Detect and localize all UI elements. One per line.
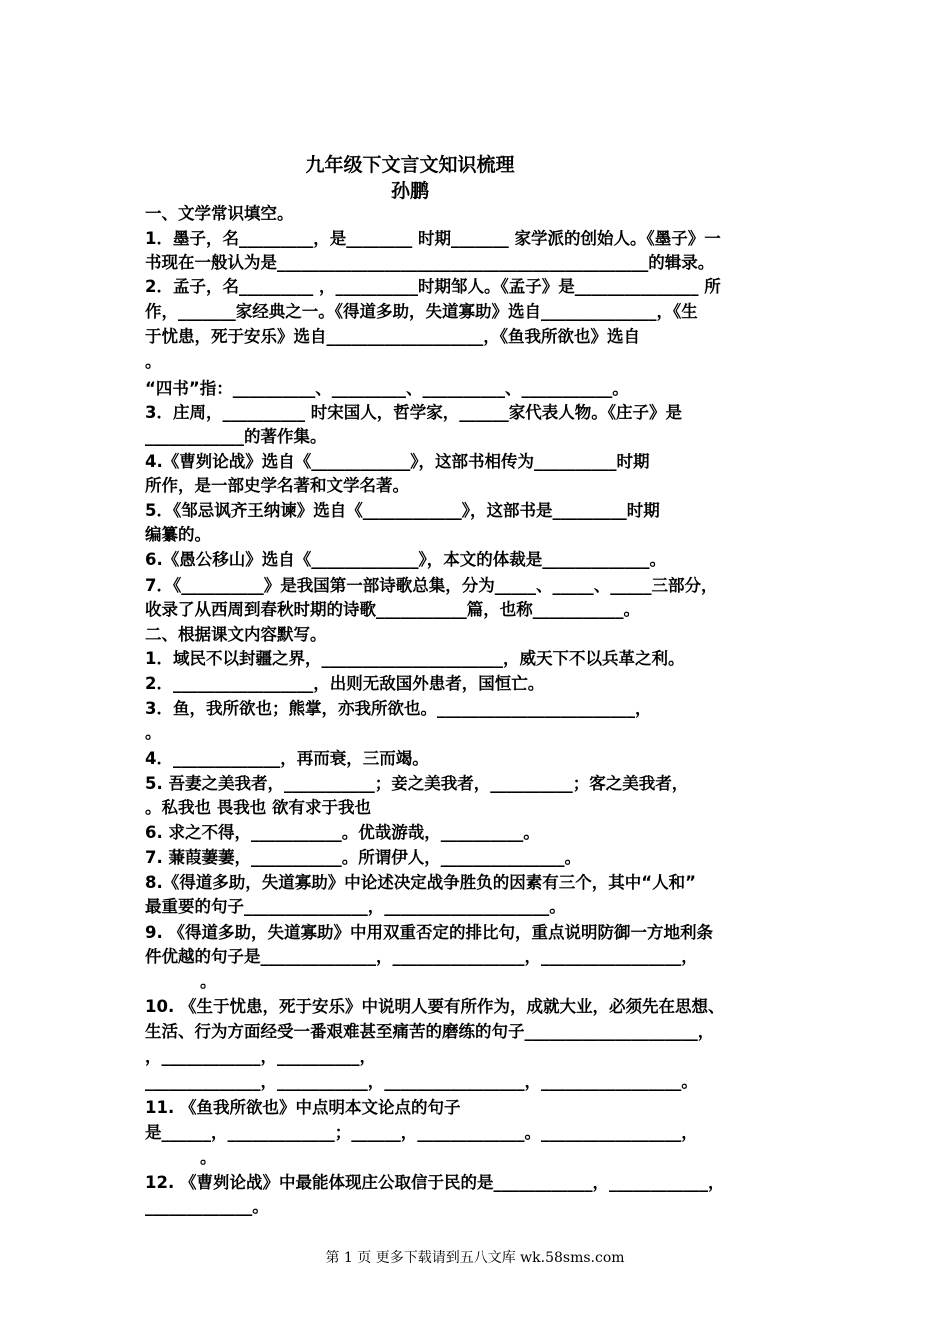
question-line: 是______，_____________；______，_____________。_________________， [145,1123,698,1142]
question-line: ______________，___________，_________________，_________________。 [145,1072,698,1091]
question-line: 10. 《生于忧患，死于安乐》中说明人要有所作为，成就大业，必须先在思想、 [145,997,725,1016]
question-line: “四书”指：__________、_________、__________、___________。 [145,379,629,398]
question-line: 作，_______家经典之一。《得道多助，失道寡助》选自______________，《生 [145,302,698,321]
question-line: 收录了从西周到春秋时期的诗歌___________篇，也称___________。 [145,600,640,619]
question-line: 。 [145,723,162,742]
question-line: 7. 蒹葭萋萋，___________。所谓伊人，_______________。 [145,848,581,867]
question-line: 。私我也 畏我也 欲有求于我也 [145,798,371,817]
question-line: ，____________，__________， [145,1047,376,1066]
question-line: ____________的著作集。 [145,427,327,446]
question-line: 生活、行为方面经受一番艰难甚至痛苦的磨练的句子_____________________， [145,1022,715,1041]
question-line: 3．鱼，我所欲也；熊掌，亦我所欲也。________________________， [145,699,652,718]
question-line: 。 [145,352,162,371]
question-line: 。 [200,1148,217,1167]
section-heading: 一、文学常识填空。 [145,204,294,223]
question-line: 件优越的句子是______________，________________，_________________， [145,947,698,966]
question-line: 书现在一般认为是_____________________________________________的辑录。 [145,253,715,272]
question-line: 6. 求之不得，___________。优哉游哉，__________。 [145,823,540,842]
question-line: 于忧患，死于安乐》选自___________________，《鱼我所欲也》选自 [145,327,640,346]
question-line: 4.《曹刿论战》选自《____________》，这部书相传为__________时期 [145,452,650,471]
question-line: 5. 吾妻之美我者，___________；妾之美我者，__________；客之美我者， [145,774,689,793]
question-line: 4．_____________，再而衰，三而竭。 [145,749,429,768]
question-line: 编纂的。 [145,525,211,544]
question-line: 3．庄周，__________ 时宋国人，哲学家，______家代表人物。《庄子》是 [145,403,682,422]
question-line: 2．_________________，出则无敌国外患者，国恒亡。 [145,674,545,693]
page-footer: 第 1 页 更多下载请到五八文库 wk.58sms.com [325,1250,625,1266]
question-line: 5．《邹忌讽齐王纳谏》选自《____________》，这部书是_________时期 [145,501,660,520]
question-line: 。 [200,972,217,991]
question-line: 1．墨子，名_________，是________ 时期_______ 家学派的创始人。《墨子》一 [145,229,721,248]
question-line: 最重要的句子_______________，____________________。 [145,897,566,916]
question-line: 9. 《得道多助，失道寡助》中用双重否定的排比句，重点说明防御一方地利条 [145,923,713,942]
page-title: 九年级下文言文知识梳理 [305,154,515,176]
question-line: 11. 《鱼我所欲也》中点明本文论点的句子 [145,1098,461,1117]
question-line: 所作，是一部史学名著和文学名著。 [145,476,409,495]
question-line: 12. 《曹刿论战》中最能体现庄公取信于民的是____________，____________， [145,1173,725,1192]
question-line: 8.《得道多助，失道寡助》中论述决定战争胜负的因素有三个，其中“人和” [145,873,696,892]
section-heading: 二、根据课文内容默写。 [145,625,327,644]
question-line: 7．《__________》是我国第一部诗歌总集，分为_____、_____、_____三部分， [145,576,718,595]
author: 孙鹏 [390,180,429,202]
question-line: 6.《愚公移山》选自《_____________》，本文的体裁是_____________。 [145,550,666,569]
question-line: 1．域民不以封疆之界，______________________，威天下不以兵革之利。 [145,649,685,668]
question-line: 2．孟子，名_________ ，__________时期邹人。《孟子》是_______________ 所 [145,277,721,296]
question-line: _____________。 [145,1197,269,1216]
